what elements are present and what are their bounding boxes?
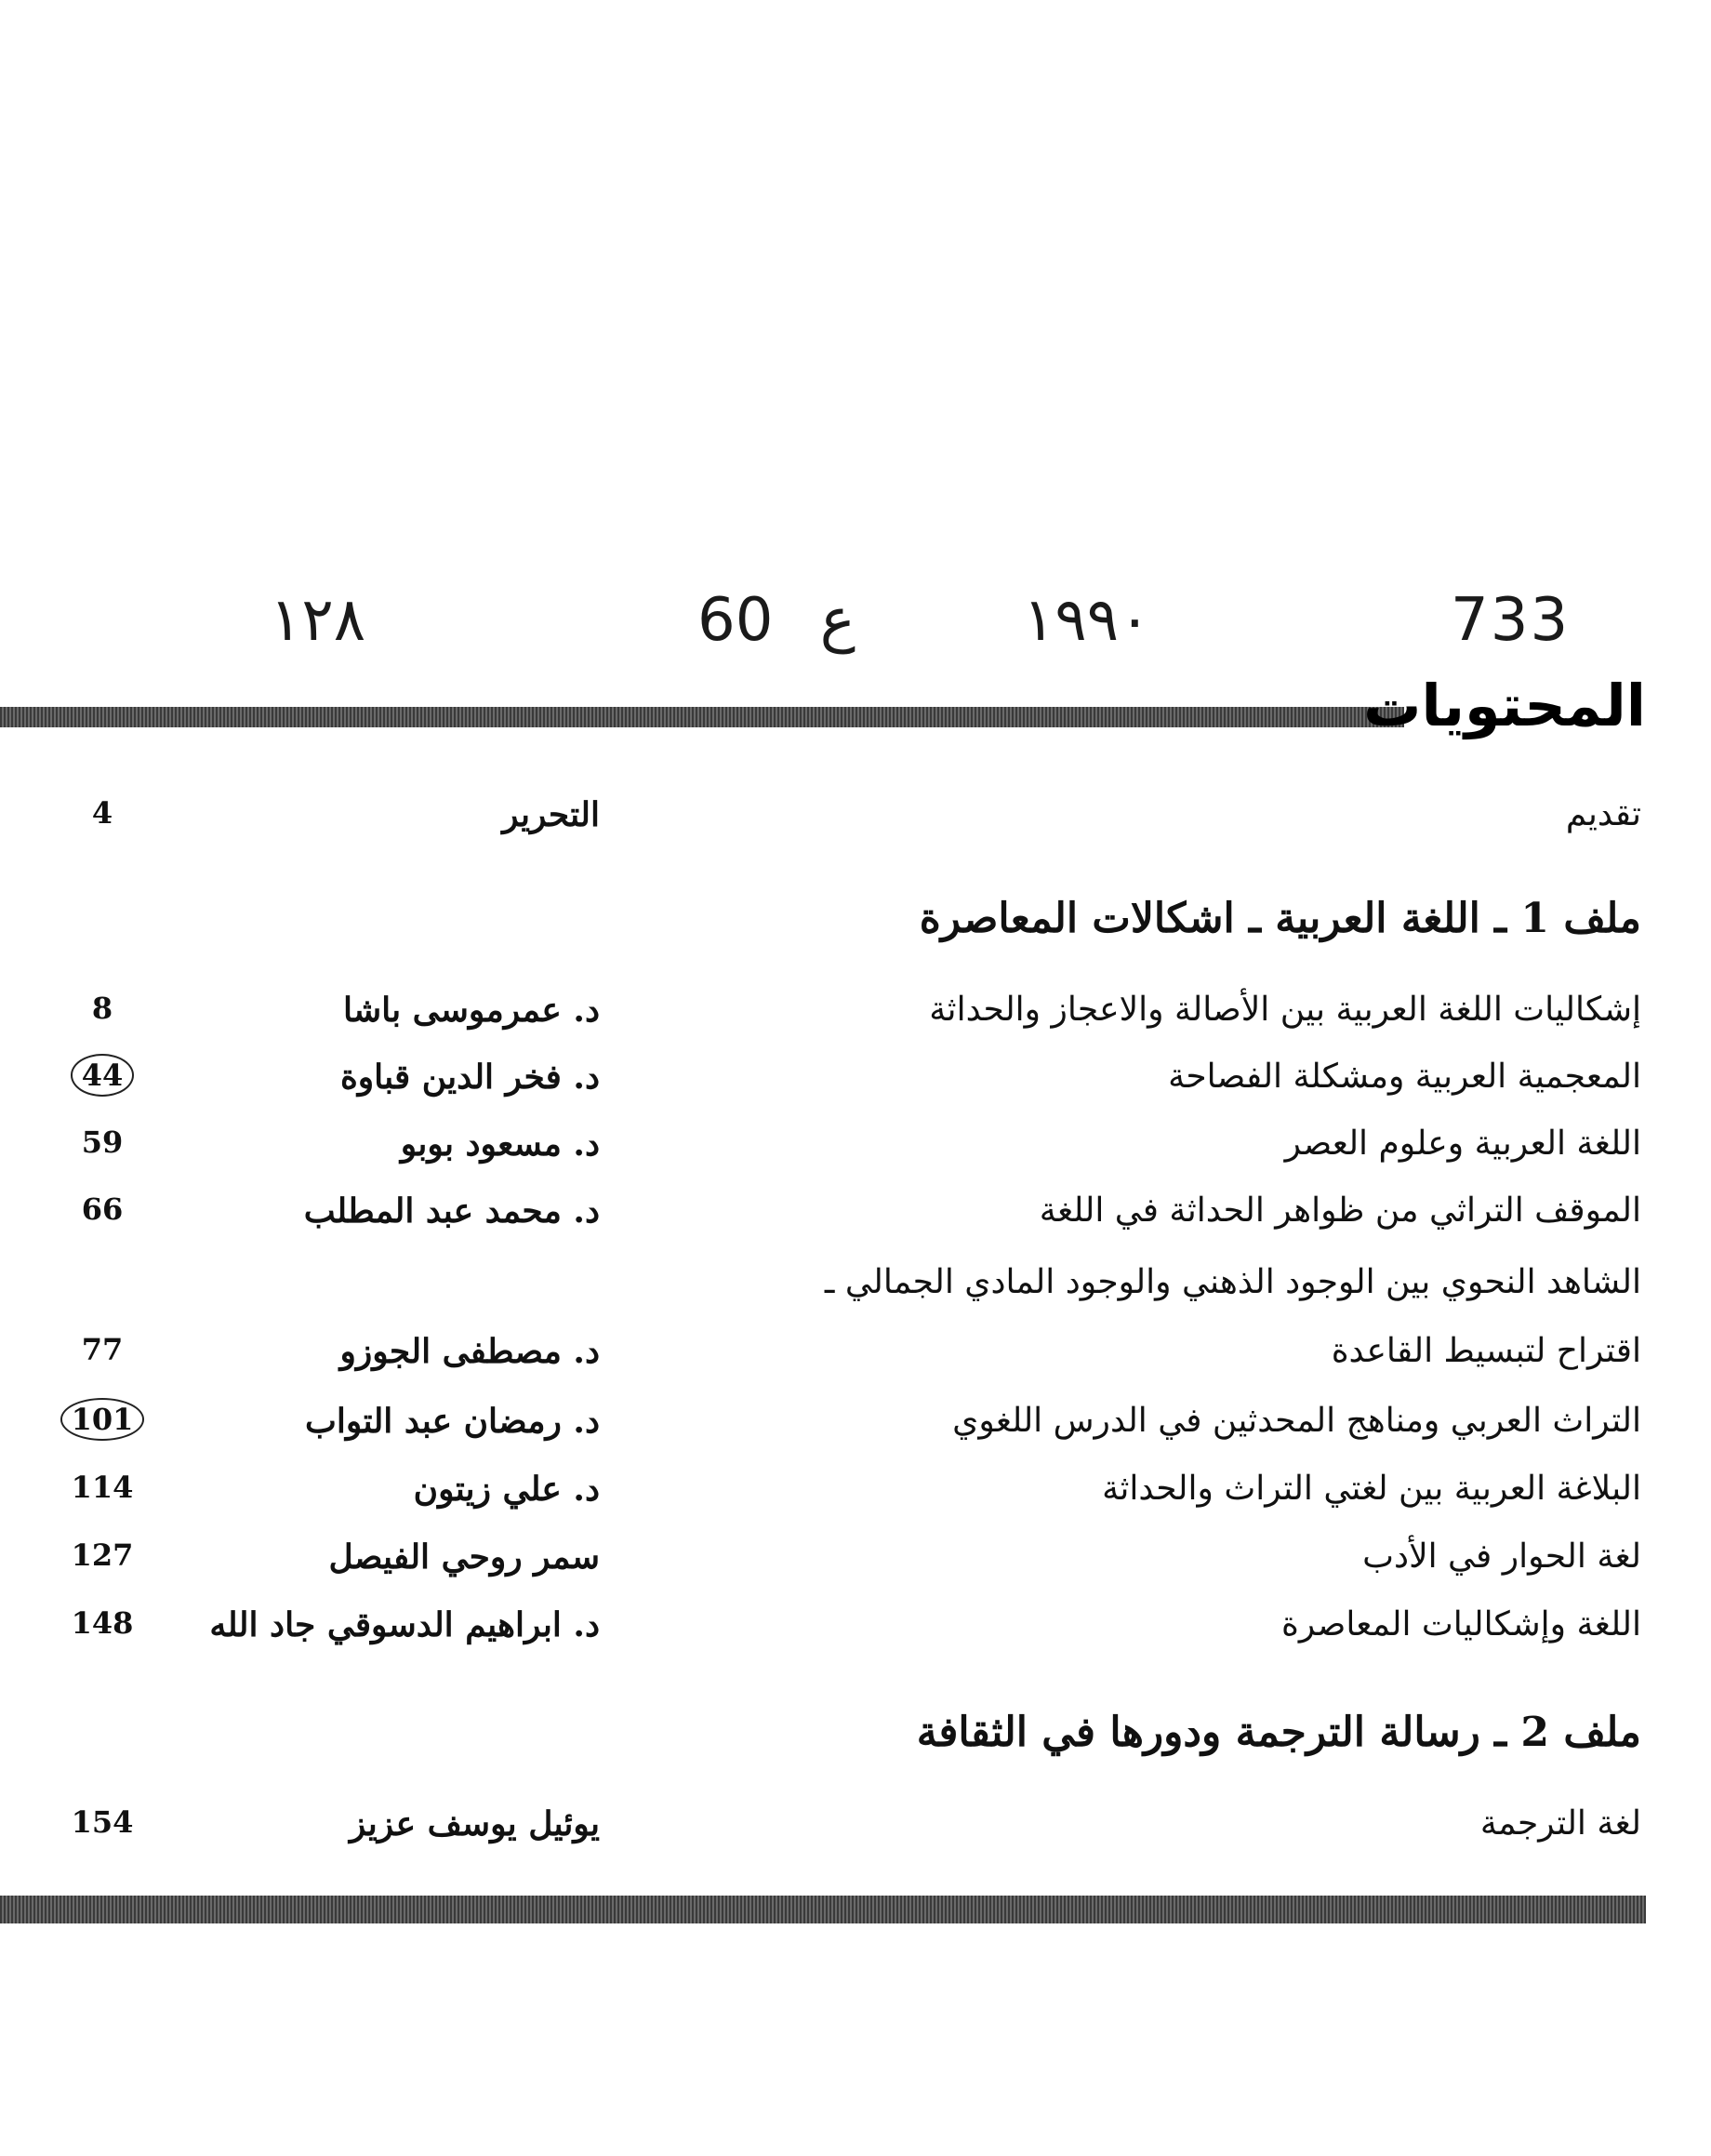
toc-title: لغة الحوار في الأدب	[1362, 1537, 1641, 1576]
section-heading-1: ملف 1 ـ اللغة العربية ـ اشكالات المعاصرة	[919, 895, 1641, 942]
handwritten-issue-number	[697, 586, 856, 655]
toc-title: لغة الترجمة	[1479, 1804, 1641, 1843]
toc-row-intro	[0, 795, 1711, 851]
toc-author: د. مصطفى الجوزو	[339, 1332, 600, 1371]
toc-author: د. فخر الدين قباوة	[339, 1058, 600, 1097]
toc-title: اللغة وإشكاليات المعاصرة	[1281, 1605, 1641, 1644]
toc-page	[51, 1058, 153, 1093]
toc-page: 148	[71, 1605, 134, 1641]
header-rule	[0, 707, 1404, 727]
toc-row	[0, 1470, 1711, 1525]
handwritten-number: 60	[697, 586, 774, 655]
toc-row	[0, 1402, 1711, 1457]
toc-row	[0, 1804, 1711, 1860]
toc-page: 4	[91, 795, 113, 831]
toc-author: د. علي زيتون	[413, 1470, 600, 1509]
handwritten-note-left: ١٢٨	[270, 586, 366, 655]
handwritten-letter: ع	[819, 586, 856, 655]
toc-row	[0, 1332, 1711, 1388]
handwritten-note-right: 733	[1451, 586, 1571, 655]
toc-title: إشكاليات اللغة العربية بين الأصالة والاعجاز والحداثة	[929, 991, 1641, 1029]
toc-title: البلاغة العربية بين لغتي التراث والحداثة	[1102, 1470, 1641, 1508]
handwritten-year: ١٩٩٠	[1023, 586, 1151, 655]
toc-author: د. ابراهيم الدسوقي جاد الله	[209, 1605, 600, 1644]
toc-title: الشاهد النحوي بين الوجود الذهني والوجود المادي الجمالي ـ	[824, 1263, 1641, 1301]
toc-page: 114	[71, 1470, 134, 1505]
toc-author: يوئيل يوسف عزيز	[349, 1804, 600, 1843]
toc-page: 66	[81, 1191, 124, 1227]
toc-row	[0, 1263, 1711, 1319]
circled-page-mark: 101	[60, 1398, 145, 1441]
toc-author: د. مسعود بوبو	[400, 1125, 600, 1164]
footer-rule	[0, 1896, 1646, 1923]
toc-row	[0, 1191, 1711, 1247]
toc-title: تقديم	[1565, 795, 1641, 833]
section-heading-2: ملف 2 ـ رسالة الترجمة ودورها في الثقافة	[916, 1709, 1641, 1756]
toc-title: التراث العربي ومناهج المحدثين في الدرس اللغوي	[952, 1402, 1641, 1440]
toc-title: المعجمية العربية ومشكلة الفصاحة	[1168, 1058, 1641, 1096]
toc-title: اللغة العربية وعلوم العصر	[1284, 1125, 1641, 1163]
toc-title: الموقف التراثي من ظواهر الحداثة في اللغة	[1039, 1191, 1641, 1230]
toc-page: 8	[91, 991, 113, 1026]
toc-title: اقتراح لتبسيط القاعدة	[1331, 1332, 1641, 1370]
toc-page: 77	[81, 1332, 124, 1367]
toc-page: 154	[71, 1804, 134, 1840]
toc-author: د. رمضان عبد التواب	[304, 1402, 600, 1441]
toc-author: د. عمرموسى باشا	[343, 991, 600, 1030]
circled-page-mark: 44	[71, 1054, 135, 1097]
toc-row	[0, 991, 1711, 1046]
toc-author: التحرير	[502, 795, 600, 834]
toc-page	[51, 1402, 153, 1437]
toc-page: 59	[81, 1125, 124, 1160]
toc-row	[0, 1125, 1711, 1180]
toc-author: سمر روحي الفيصل	[328, 1537, 600, 1577]
toc-author: د. محمد عبد المطلب	[303, 1191, 600, 1231]
toc-row	[0, 1537, 1711, 1593]
toc-row	[0, 1605, 1711, 1661]
toc-page: 127	[71, 1537, 134, 1573]
page-title: المحتويات	[1363, 672, 1646, 739]
toc-row	[0, 1058, 1711, 1113]
